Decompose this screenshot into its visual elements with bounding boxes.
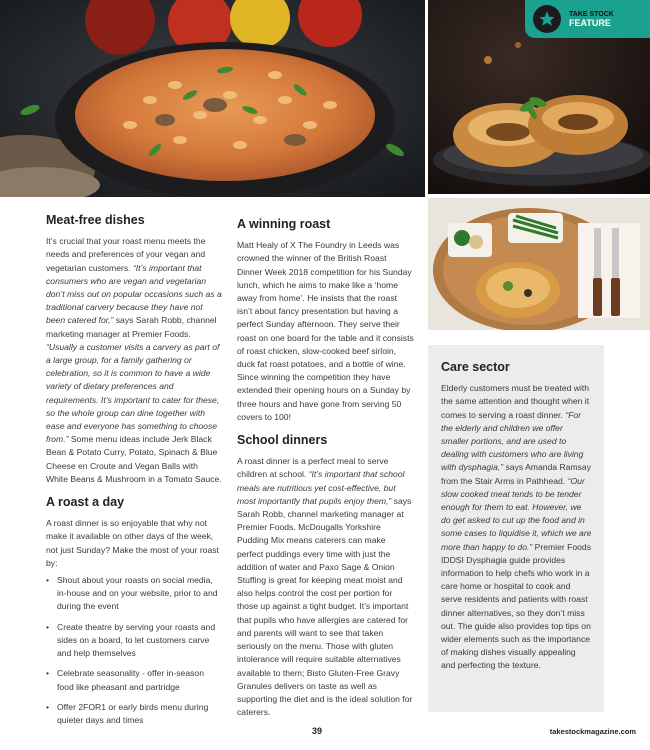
- meat-free-paragraph: It’s crucial that your roast menu meets the needs and preferences of your vegan and vegetarian customers. “It’s important that consumers who are vegan and vegetarian don’t miss out on popular occasions such as a traditional carvery because they have not been catered for,” says Sarah Robb, channel marketing manager at Premier Foods. “Usually a customer visits a carvery as part of a large group, for a family gathering or celebration, so it is common to have a wide variety of dietary preferences and requirements. It’s important to cater for these, so the whole group can dine together with ease and everyone has something to choose from.” Some menu ideas include Jerk Black Bean & Potato Curry, Potato, Spinach & Blue Cheese en Croute and Vegan Balls with White Beans & Mushroom in a Tomato Sauce.: [46, 236, 222, 484]
- winning-roast-paragraph: Matt Healy of X The Foundry in Leeds was crowned the winner of the British Roast Dinner Week 2018 competition for his Sunday lunch, which he aims to make like a ‘home away from home’. He insists that the roast isn’t about fancy presentation but having a perfect Sunday afternoon. They serve their roast on one board for the table and it consists of roast chicken, slow-cooked beef sirloin, duck fat roast potatoes, and a bottle of wine. Since winning the competition they have extended their opening hours on a Sunday by three hours and have gone from serving 50 covers to 100!: [237, 240, 414, 422]
- list-item: • Shout about your roasts on social media, in-house and on your website, prior to and during the event: [46, 574, 222, 614]
- take-stock-feature-badge: [525, 0, 650, 38]
- list-item: • Celebrate seasonality - offer in-season food like pheasant and partridge: [46, 667, 222, 693]
- meat-free-heading: Meat-free dishes: [46, 213, 145, 227]
- magazine-url[interactable]: takestockmagazine.com: [549, 727, 636, 736]
- middle-column: [237, 216, 414, 723]
- star-icon: [533, 5, 561, 33]
- badge-line2: FEATURE: [569, 18, 611, 28]
- list-item: • Offer 2FOR1 or early birds menu during quieter days and times: [46, 701, 222, 727]
- hero-photo: [0, 0, 425, 197]
- roast-a-day-heading: A roast a day: [46, 495, 125, 510]
- care-sector-paragraph: Elderly customers must be treated with the same attention and thought when it comes to serving a roast dinner. “For the elderly and children we offer smaller portions, and are used to dealing with customers who are living with dysphagia,” says Amanda Ramsay from the Stair Arms in Pathhead. “Our slow cooked meat tends to be tender enough for them to eat. However, we do get asked to cut up the food and in some cases to liquidise it, which we are more than happy to do.” Premier Foods IDDSI Dysphagia guide provides information to help chefs who work in a care home or hospital to cook and serve residents and patients with roast dinner alternatives, so they don’t miss out. The guide also provides top tips on wider elements such as the importance of making dishes visually appealing and perfecting the texture.: [441, 383, 592, 671]
- badge-label: [569, 10, 614, 28]
- school-dinners-heading: School dinners: [237, 433, 328, 448]
- page-number: 39: [312, 726, 323, 736]
- school-dinners-paragraph: A roast dinner is a perfect meal to serve children at school. “It’s important that school meals are nutritious yet cost-effective, but most importantly that pupils enjoy them,” says Sarah Robb, channel marketing manager at Premier Foods. McDougalls Yorkshire Pudding Mix means caterers can make perfect puddings every time with just the addition of water and Paxo Sage & Onion Stuffing is great for keeping meat moist and also helps control the cost per portion for those up against a tight budget. It’s important that pupils who have allergies are catered for and parents will want to see that taken seriously on the menu. Those with gluten intolerance will require suitable alternatives available to them; Bisto Gluten-Free Gravy Granules delivers on taste as well as supporting the diet and is the ideal solution for caterers.: [237, 456, 413, 718]
- left-column: [46, 212, 222, 734]
- roast-a-day-intro: A roast dinner is so enjoyable that why not make it available on other days of the week, not just Sunday? Make the most of your roast by:: [46, 518, 219, 568]
- board-photo: [428, 198, 650, 330]
- bean-casserole-image: [0, 0, 425, 197]
- roast-board-image: [428, 198, 650, 330]
- badge-line1: TAKE STOCK: [569, 11, 614, 18]
- list-item: • Create theatre by serving your roasts and sides on a board, to let customers carve and help themselves: [46, 621, 222, 661]
- care-sector-box: [428, 345, 604, 712]
- care-sector-heading: Care sector: [441, 360, 510, 374]
- winning-roast-heading: A winning roast: [237, 217, 331, 231]
- roast-a-day-list: [46, 574, 222, 727]
